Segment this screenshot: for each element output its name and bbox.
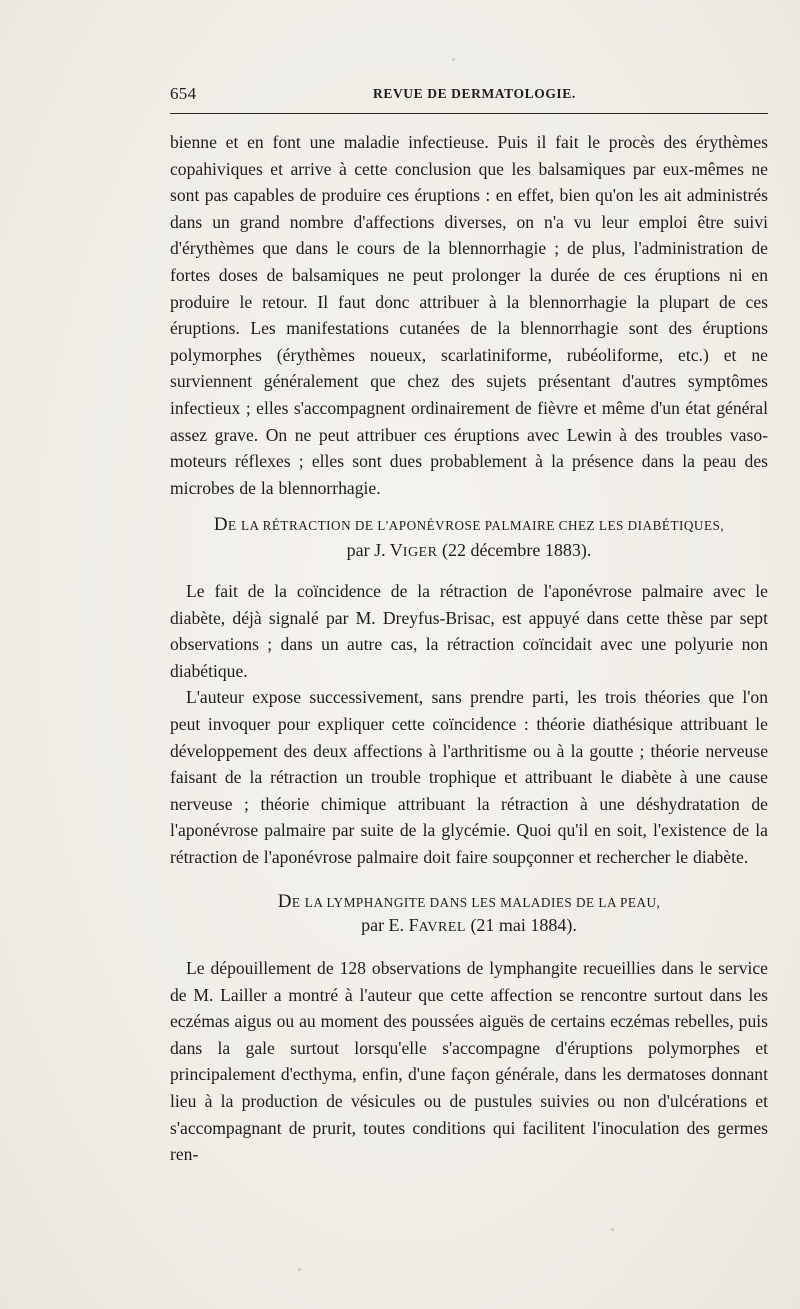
page-number: 654 [170,84,197,103]
text-block-retraction [170,578,768,871]
heading-initial-rest: E [291,895,301,910]
section-heading-retraction [170,514,768,536]
heading-text: LA RÉTRACTION DE L'APONÉVROSE PALMAIRE CHEZ LES DIABÉTIQUES, [240,518,725,533]
author-rest: AVREL [418,920,466,935]
byline-author [390,540,438,560]
paragraph: L'auteur expose successivement, sans prendre parti, les trois théories que l'on peut invoquer pour expliquer cette coïncidence : théorie diathésique attribuant le développement des deux affections à l'arthritisme ou à la goutte ; théorie nerveuse faisant de la rétraction un trouble trophique et attribuant le diabète à une cause nerveuse ; théorie chimique attribuant la rétraction à une déshydratation de l'aponévrose palmaire par suite de la glycémie. Quoi qu'il en soit, l'existence de la rétraction de l'aponévrose palmaire doit faire soupçonner et rechercher le diabète. [170,687,768,867]
byline-prefix: par E. [361,915,405,935]
text-block-lymphangite [170,955,768,1168]
author-initial: F [408,915,419,935]
heading-text: LA LYMPHANGITE DANS LES MALADIES DE LA PEAU, [304,895,661,910]
paragraph: bienne et en font une maladie infectieuse. Puis il fait le procès des érythèmes copahiviques et arrive à cette conclusion que les balsamiques par eux-mêmes ne sont pas capables de produire ces éruptions : en effet, bien qu'on les ait administrés dans un grand nombre d'affections diverses, on n'a vu leur emploi être suivi d'érythèmes que dans le cours de la blennorrhagie ; de plus, l'administration de fortes doses de balsamiques ne peut prolonger la durée de ces éruptions ni en produire le retour. Il faut donc attribuer à la blennorrhagie la plupart de ces éruptions. Les manifestations cutanées de la blennorrhagie sont des éruptions polymorphes (érythèmes noueux, scarlatiniforme, rubéoliforme, etc.) et ne surviennent généralement que chez des sujets présentant d'autres symptômes infectieux ; elles s'accompagnent ordinairement de fièvre et même d'un état général assez grave. On ne peut attribuer ces éruptions avec Lewin à des troubles vaso-moteurs réflexes ; elles sont dues probablement à la présence dans la peau des microbes de la blennorrhagie. [170,132,768,498]
page-header [170,84,768,108]
paper-speck [611,1228,614,1231]
byline-date: (22 décembre 1883). [441,540,592,560]
running-title: REVUE DE DERMATOLOGIE. [373,86,576,101]
author-initial: V [389,540,403,560]
byline-prefix: par J. [346,540,386,560]
section-byline-retraction [170,540,768,561]
author-rest: IGER [402,545,438,560]
paper-speck [298,1268,301,1271]
paper-speck [452,58,455,61]
section-byline-lymphangite [170,915,768,936]
paragraph: Le fait de la coïncidence de la rétraction de l'aponévrose palmaire avec le diabète, déjà signalé par M. Dreyfus-Brisac, est appuyé dans cette thèse par sept observations ; dans un autre cas, la rétraction coïncidait avec une polyurie non diabétique. [170,581,768,681]
header-rule [170,113,768,114]
heading-initial: D [277,891,292,912]
section-heading-lymphangite [170,891,768,913]
text-block-continuation [170,129,768,501]
heading-initial: D [213,514,228,535]
heading-initial-rest: E [227,518,237,533]
byline-date: (21 mai 1884). [470,915,577,935]
paragraph: Le dépouillement de 128 observations de lymphangite recueillies dans le service de M. Lailler a montré à l'auteur que cette affection se rencontre surtout dans les eczémas aigus ou au moment des poussées aiguës de certains eczémas rebelles, puis dans la gale surtout lorsqu'elle s'accompagne d'éruptions polymorphes et principalement d'ecthyma, enfin, d'une façon générale, dans les dermatoses donnant lieu à la production de vésicules ou de pustules suivies ou non d'ulcérations et s'accompagnant de prurit, toutes conditions qui facilitent l'inoculation des germes ren- [170,958,768,1165]
byline-author [409,915,466,935]
